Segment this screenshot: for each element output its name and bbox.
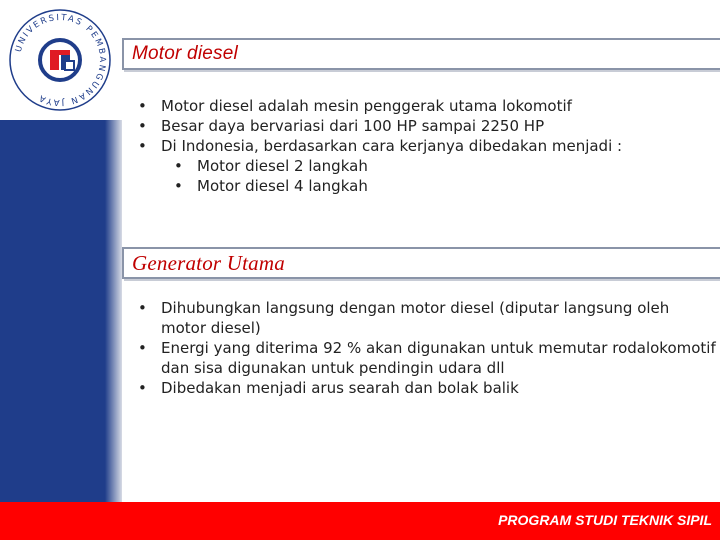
bullet-icon: • [138,137,147,155]
list-item: • Dibedakan menjadi arus searah dan bolak balik [138,379,519,397]
logo-emblem [40,40,80,80]
bullet-icon: • [174,157,183,175]
list-item: • Di Indonesia, berdasarkan cara kerjanya dibedakan menjadi : [138,137,623,155]
footer-bar [0,502,720,540]
bullet-icon: • [174,177,183,195]
bullet-icon: • [138,379,147,397]
list-item: • Motor diesel adalah mesin penggerak utama lokomotif [138,97,572,115]
logo-area [0,0,122,120]
section-title-motor-diesel: Motor diesel [132,43,238,64]
section-title-box-generator [122,247,720,279]
footer-program-label: PROGRAM STUDI TEKNIK SIPIL [498,512,712,528]
list-item: • Dihubungkan langsung dengan motor diesel (diputar langsung oleh motor diesel) [138,299,670,337]
bullet-icon: • [138,97,147,115]
university-logo [6,6,114,114]
motor-diesel-bullet-list [138,96,623,196]
bullet-icon: • [138,339,147,357]
sub-list-item: • Motor diesel 2 langkah [174,157,368,175]
section-title-generator-utama: Generator Utama [132,251,285,275]
list-item: • Energi yang diterima 92 % akan digunakan untuk memutar rodalokomotif dan sisa digunakan untuk pendingin udara dll [138,339,716,377]
logo-arc-text: UNIVERSITAS PEMBANGUNAN JAYA [13,12,108,108]
list-item: • Besar daya bervariasi dari 100 HP sampai 2250 HP [138,117,545,135]
bullet-icon: • [138,117,147,135]
section-title-box-motor [122,38,720,70]
generator-bullet-list [138,298,716,398]
sub-list-item: • Motor diesel 4 langkah [174,177,368,195]
bullet-icon: • [138,299,147,317]
